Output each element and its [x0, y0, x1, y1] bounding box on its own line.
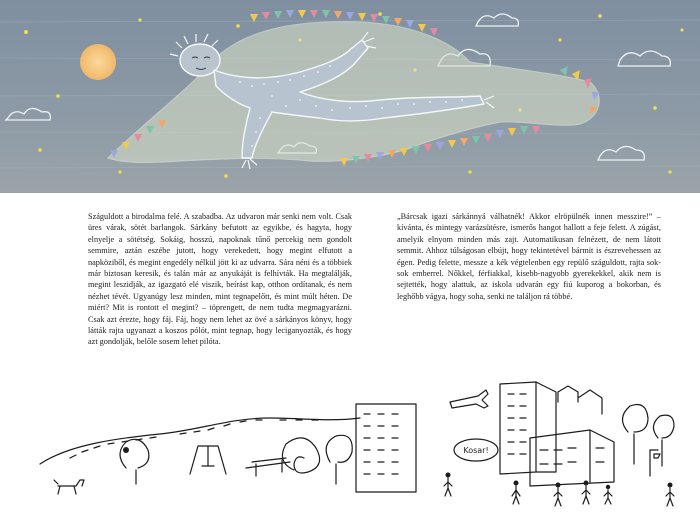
- person: [582, 486, 590, 504]
- tree: [120, 439, 149, 484]
- person: [554, 488, 562, 506]
- text-column-left: [88, 211, 352, 348]
- star: [236, 24, 240, 28]
- speech-bubble-text: Kosar!: [463, 446, 489, 455]
- dog: [54, 480, 84, 494]
- background-houses: [558, 386, 602, 414]
- star: [558, 38, 561, 41]
- ball: [123, 447, 129, 453]
- tree: [326, 435, 352, 484]
- star: [668, 170, 671, 173]
- paragraph: „Bárcsak igazi sárkánnyá válhatnék! Akkor elröpülnék innen messzire!” – kívánta, és mintegy varázsütésre, ismerős hangot hallott a feje felett. A zúgást, amelyik elnyom minden más zajt. Automatikusan felnézett, de nem látott semmit. Ahhoz túlságosan elbújt, hogy tekintetével bármit is észrevehessen az égen. Pedig felette, messze a kék végtelenben egy repülő száguldott, rajta sok-sok emberrel. Nőkkel, férfiakkal, kisebb-nagyobb gyerekekkel, akik nem is sejtették, hogy alattuk, az iskola udvarán egy fiú kuporog a bokorban, és leghőbb vágya, hogy soha, senki ne találjon rá többé.: [397, 212, 661, 301]
- star: [138, 18, 141, 21]
- person: [604, 490, 612, 504]
- person: [512, 486, 520, 504]
- person: [666, 488, 674, 506]
- tree: [622, 405, 648, 465]
- star: [118, 170, 121, 173]
- airplane: [450, 390, 488, 408]
- city-line-drawing: [30, 378, 690, 518]
- ground-path: [40, 418, 360, 464]
- star: [680, 28, 683, 31]
- school-building: [530, 430, 614, 486]
- moon: [80, 44, 116, 80]
- star: [653, 106, 657, 110]
- office-building: [500, 382, 556, 474]
- star: [598, 14, 602, 18]
- star: [378, 12, 382, 16]
- text-column-right: [397, 211, 661, 302]
- star: [468, 170, 471, 173]
- apartment-building: [356, 404, 416, 492]
- star: [24, 30, 28, 34]
- star: [38, 148, 42, 152]
- person: [444, 478, 452, 496]
- swing: [190, 446, 226, 474]
- night-sky-illustration: [0, 0, 700, 193]
- star: [56, 94, 60, 98]
- paragraph: Száguldott a birodalma felé. A szabadba. Az udvaron már senki nem volt. Csak üres várak, sötét barlangok. Sárkány befutott az egyikbe, és hagyta, hogy elnyelje a sötétség. Sokáig, hosszú, napoknak tűnő percekig nem gondolt semmire, aztán eszébe jutott, hogy verekedett, hogy megint elfutott a napköziből, és megint engedély nélkül jött ki az udvarra. Sára néni és a többiek már biztosan keresik, és talán már az anyukáját is felhívták. Ha megtalálják, megint leszidják, az igazgató elé viszik, beírást kap, otthon ordítanak, és nem nézhet tévét. Ugyanúgy lesz minden, mint tegnapelőtt, és mint múlt héten. De miért? Mit is rontott el megint? – töprengett, de nem tudta megmagyarázni. Csak azt érezte, hogy fáj. Fáj, hogy nem lehet az övé a sárkányos könyv, hogy látták rajta ugyanazt a koszos pólót, mint tegnap, hogy leciganyozták, és hogy azt gondolják, belőle sosem lehet pilóta.: [88, 212, 352, 347]
- star: [224, 174, 228, 178]
- building-windows: [364, 414, 398, 474]
- bush: [282, 438, 319, 473]
- basketball-hoop: [650, 450, 660, 476]
